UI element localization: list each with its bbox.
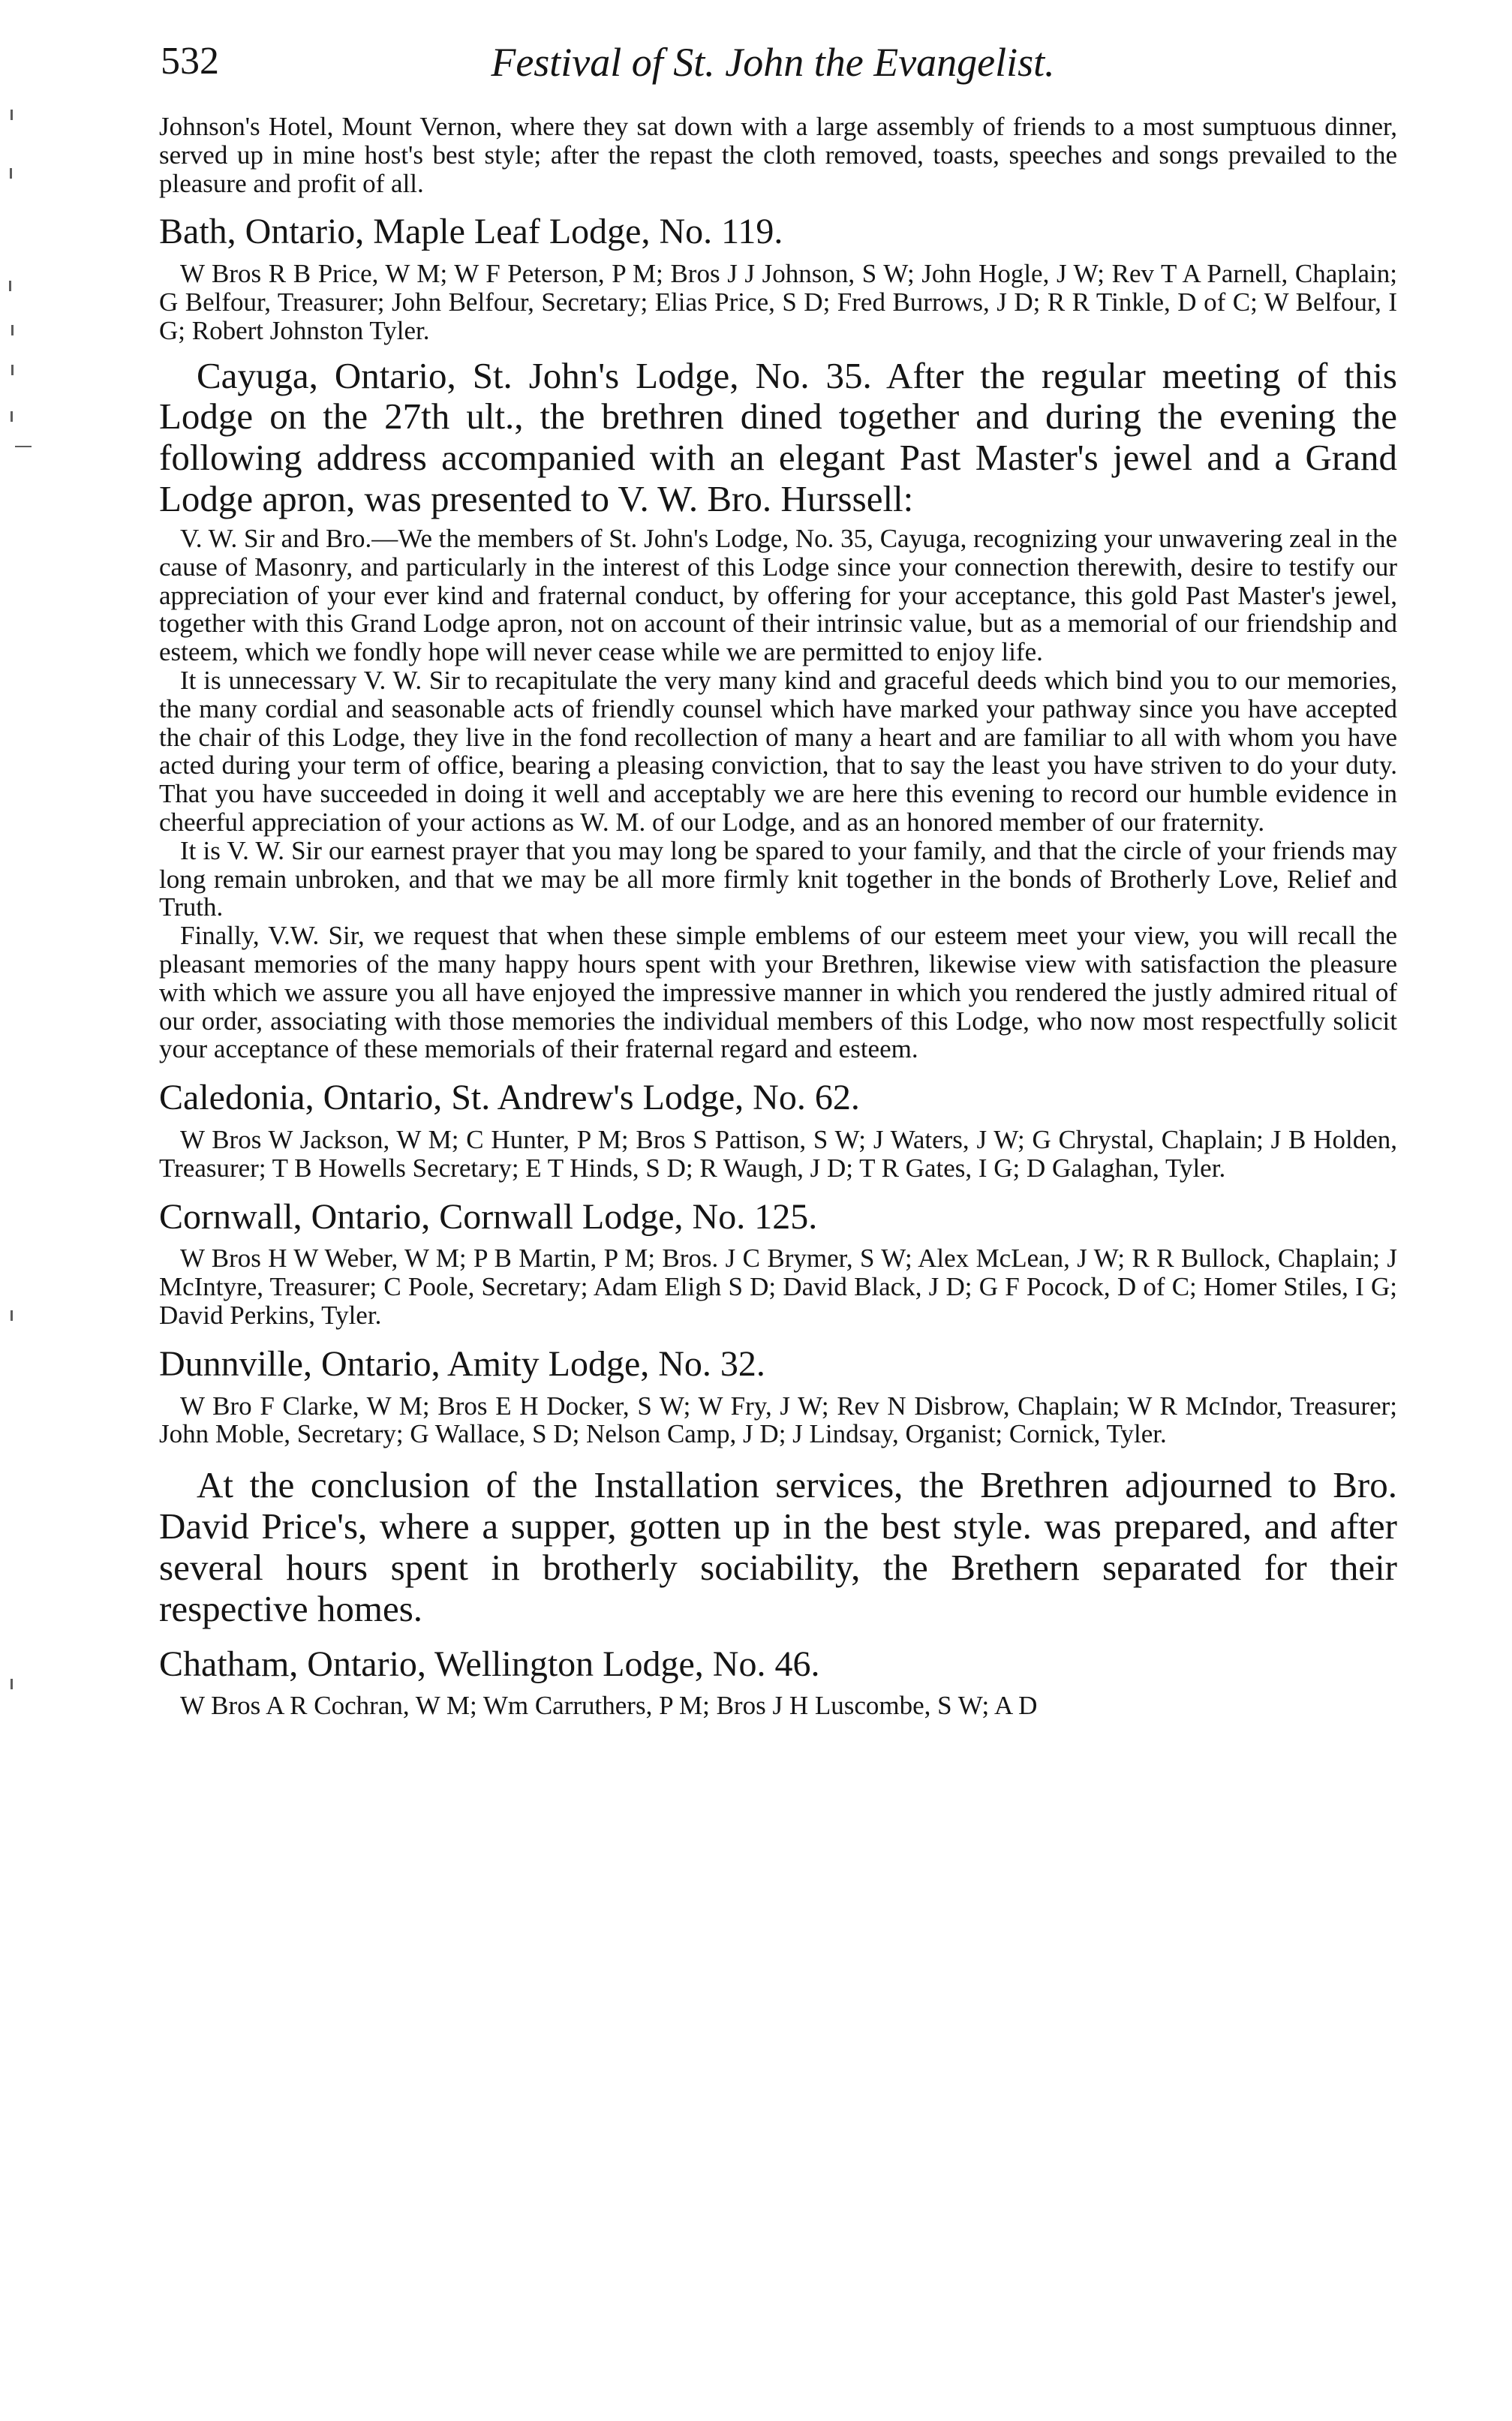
address-paragraph-1: V. W. Sir and Bro.—We the members of St. John's Lodge, No. 35, Cayuga, recognizing your unwavering zeal in the cause of Masonry, and particularly in the interest of this Lodge since your connection therewith, desire to testify our appreciation of your ever kind and fraternal conduct, by offering for your acceptance, this gold Past Master's jewel, together with this Grand Lodge apron, not on account of their intrinsic value, but as a memorial of our friendship and esteem, which we fondly hope will never cease while we are permitted to enjoy life. [159, 524, 1397, 667]
conclusion-paragraph: At the conclusion of the Installation services, the Brethren adjourned to Bro. David Price's, where a supper, gotten up in the best style. was prepared, and after several hours spent in brotherly sociability, the Brethern separated for their respective homes. [159, 1464, 1397, 1629]
margin-mark [11, 1679, 13, 1689]
margin-mark [9, 281, 11, 291]
running-title: Festival of St. John the Evangelist. [491, 40, 1055, 85]
chatham-officers: W Bros A R Cochran, W M; Wm Carruthers, P M; Bros J H Luscombe, S W; A D [180, 1691, 1038, 1721]
running-header [150, 39, 1396, 92]
page-number: 532 [161, 40, 219, 83]
dunnville-heading: Dunnville, Ontario, Amity Lodge, No. 32. [159, 1343, 765, 1384]
left-margin-marks [0, 0, 45, 2421]
margin-mark [10, 168, 12, 179]
margin-rule [15, 446, 32, 447]
cornwall-officers: W Bros H W Weber, W M; P B Martin, P M; Bros. J C Brymer, S W; Alex McLean, J W; R R Bullock, Chaplain; J McIntyre, Treasurer; C Poole, Secretary; Adam Eligh S D; David Black, J D; G F Pocock, D of C; Homer Stiles, I G; David Perkins, Tyler. [159, 1244, 1397, 1330]
margin-mark [11, 411, 13, 422]
bath-officers: W Bros R B Price, W M; W F Peterson, P M; Bros J J Johnson, S W; John Hogle, J W; Rev T A Parnell, Chaplain; G Belfour, Treasurer; John Belfour, Secretary; Elias Price, S D; Fred Burrows, J D; R R Tinkle, D of C; W Belfour, I G; Robert Johnston Tyler. [159, 259, 1397, 345]
margin-mark [11, 365, 14, 375]
page-content [159, 113, 1397, 1720]
margin-mark [11, 110, 13, 120]
address-paragraph-2: It is unnecessary V. W. Sir to recapitulate the very many kind and graceful deeds which bind you to our memories, the many cordial and seasonable acts of friendly counsel which have marked your pathway since you have accepted the chair of this Lodge, they live in the fond recollection of many a heart and are familiar to all with whom you have acted during your term of office, bearing a pleasing conviction, that to say the least you have striven to do your duty. That you have succeeded in doing it well and acceptably we are here this evening to record our humble evidence in cheerful appreciation of your actions as W. M. of our Lodge, and as an honored member of our fraternity. [159, 666, 1397, 838]
caledonia-officers: W Bros W Jackson, W M; C Hunter, P M; Bros S Pattison, S W; J Waters, J W; G Chrystal, Chaplain; J B Holden, Treasurer; T B Howells Secretary; E T Hinds, S D; R Waugh, J D; T R Gates, I G; D Galaghan, Tyler. [159, 1125, 1397, 1183]
caledonia-heading: Caledonia, Ontario, St. Andrew's Lodge, No. 62. [159, 1078, 860, 1118]
cayuga-paragraph: Cayuga, Ontario, St. John's Lodge, No. 35. After the regular meeting of this Lodge on the 27th ult., the brethren dined together and during the evening the following address accompanied with an elegant Past Master's jewel and a Grand Lodge apron, was presented to V. W. Bro. Hurssell: [159, 354, 1397, 520]
chatham-heading: Chatham, Ontario, Wellington Lodge, No. 46. [159, 1644, 820, 1684]
address-paragraph-4: Finally, V.W. Sir, we request that when these simple emblems of our esteem meet your view, you will recall the pleasant memories of the many happy hours spent with your Brethren, likewise view with satisfaction the pleasure with which we assure you all have enjoyed the impressive manner in which you rendered the justly admired ritual of our order, associating with those memories the individual members of this Lodge, who now most respectfully solicit your acceptance of these memorials of their fraternal regard and esteem. [159, 921, 1397, 1064]
bath-heading: Bath, Ontario, Maple Leaf Lodge, No. 119. [159, 212, 783, 252]
cornwall-heading: Cornwall, Ontario, Cornwall Lodge, No. 125. [159, 1196, 818, 1237]
dunnville-officers: W Bro F Clarke, W M; Bros E H Docker, S W; W Fry, J W; Rev N Disbrow, Chaplain; W R McIndor, Treasurer; John Moble, Secretary; G Wallace, S D; Nelson Camp, J D; J Lindsay, Organist; Cornick, Tyler. [159, 1391, 1397, 1449]
intro-paragraph: Johnson's Hotel, Mount Vernon, where they sat down with a large assembly of friends to a most sumptuous dinner, served up in mine host's best style; after the repast the cloth removed, toasts, speeches and songs prevailed to the pleasure and profit of all. [159, 112, 1397, 198]
margin-mark [11, 325, 14, 335]
margin-mark [11, 1310, 13, 1321]
address-paragraph-3: It is V. W. Sir our earnest prayer that you may long be spared to your family, and that the circle of your friends may long remain unbroken, and that we may be all more firmly knit together in the bonds of Brotherly Love, Relief and Truth. [159, 835, 1397, 922]
